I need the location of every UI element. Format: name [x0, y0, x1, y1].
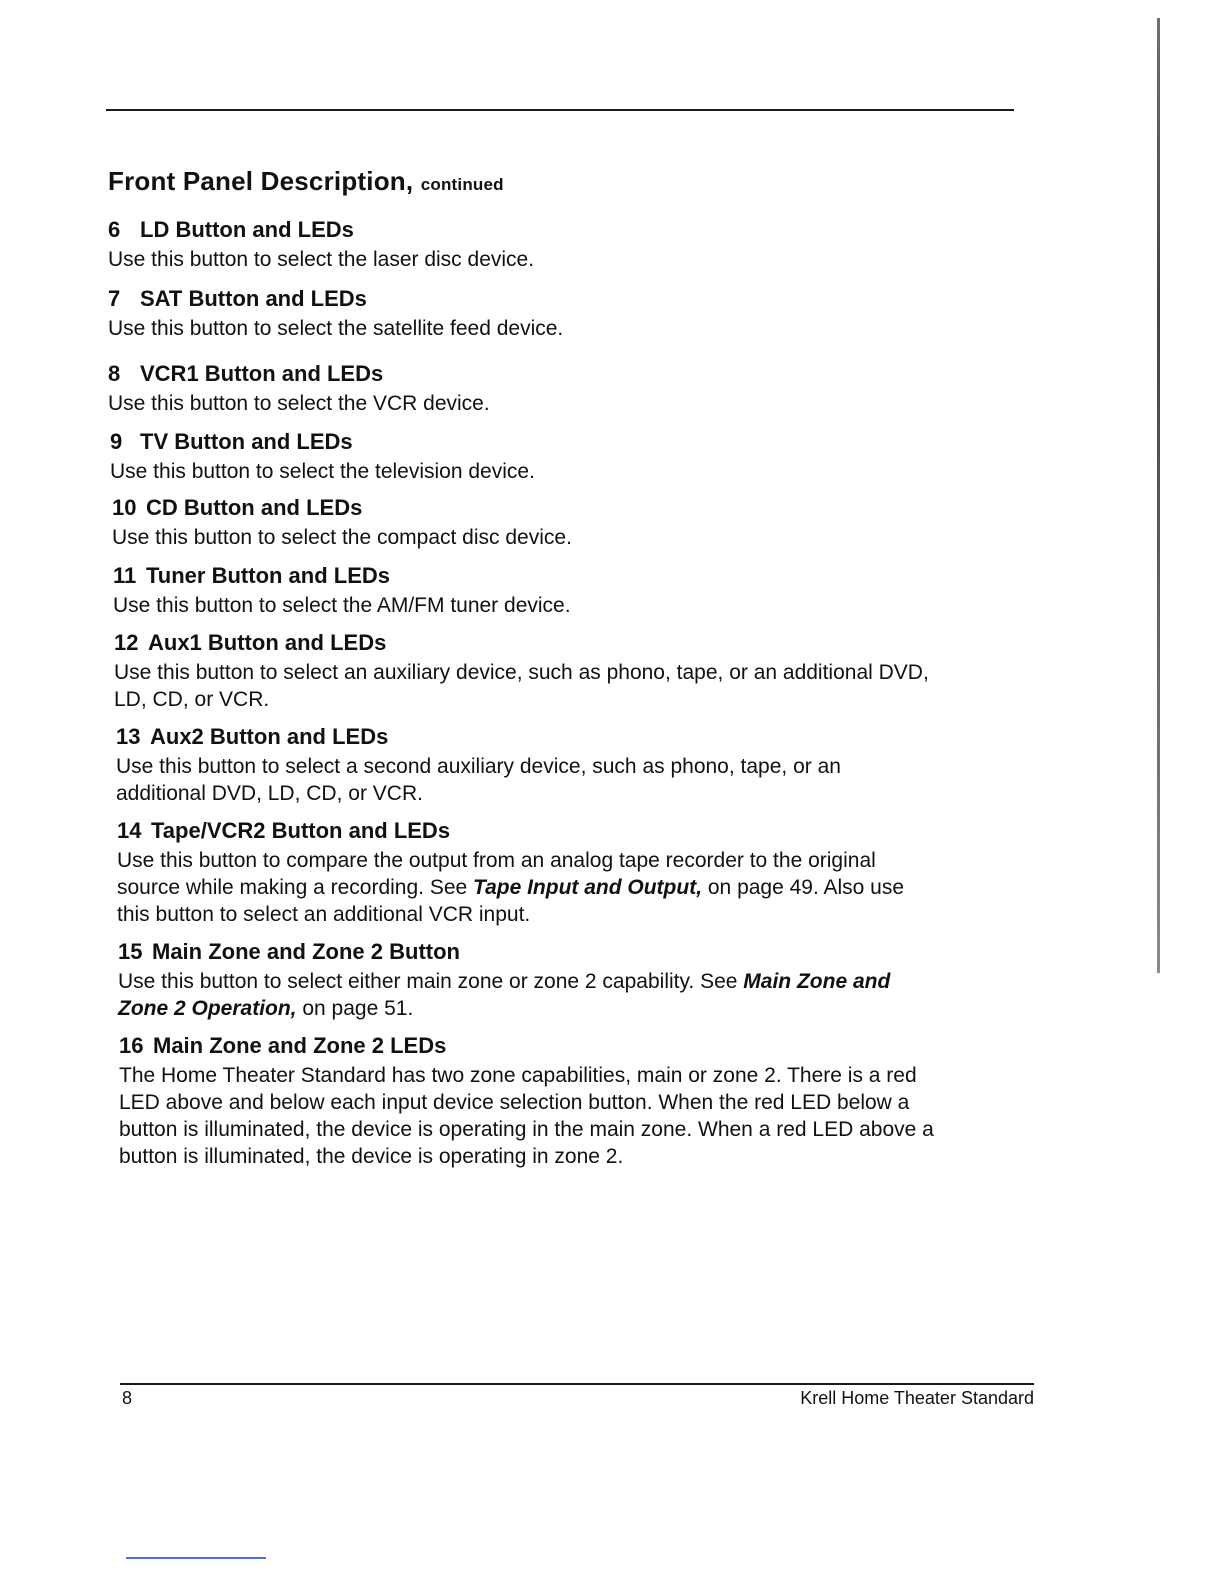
entry-heading-text: Main Zone and Zone 2 LEDs — [153, 1033, 447, 1058]
entry-body-line: on page 49. Also use — [702, 876, 905, 899]
entry-body-line: this button to select an additional VCR input. — [117, 903, 531, 926]
entry-heading — [113, 562, 1033, 590]
entry-body-line: Use this button to select the AM/FM tuner device. — [113, 594, 571, 617]
entry-cd-button — [112, 494, 1032, 551]
entry-heading — [116, 723, 1036, 751]
entry-aux2-button — [116, 723, 1036, 807]
entry-number: 13 — [116, 724, 141, 749]
entry-heading-text: VCR1 Button and LEDs — [140, 361, 384, 386]
entry-body — [114, 659, 1034, 713]
entry-heading-text: Aux1 Button and LEDs — [148, 630, 387, 655]
section-continued-label: continued — [420, 175, 504, 194]
entry-heading-text: Main Zone and Zone 2 Button — [152, 939, 460, 964]
entry-heading — [118, 938, 1038, 966]
entry-body-line: Use this button to select the laser disc device. — [108, 248, 535, 271]
entry-body — [112, 524, 1032, 551]
entry-body-line: Use this button to select a second auxiliary device, such as phono, tape, or an — [116, 755, 841, 778]
entry-body-line: on page 51. — [296, 997, 414, 1020]
cross-reference-tape-input-output: Tape Input and Output, — [473, 876, 703, 899]
entry-heading-text: Tape/VCR2 Button and LEDs — [151, 818, 451, 843]
entry-tuner-button — [113, 562, 1033, 619]
entry-body-line: Use this button to compare the output from an analog tape recorder to the original — [117, 849, 876, 872]
entry-number: 11 — [113, 563, 137, 588]
entry-body-line: additional DVD, LD, CD, or VCR. — [116, 782, 423, 805]
entry-body-line: Use this button to select the VCR device. — [108, 392, 490, 415]
scan-artifact-line — [126, 1557, 266, 1559]
entry-body-line: The Home Theater Standard has two zone capabilities, main or zone 2. There is a red — [119, 1064, 917, 1087]
entry-body — [108, 246, 1028, 273]
cross-reference-main-zone: Main Zone and — [743, 970, 891, 993]
entry-heading-text: CD Button and LEDs — [146, 495, 363, 520]
section-title-text: Front Panel Description, — [108, 166, 414, 196]
entry-number: 16 — [119, 1033, 144, 1058]
entry-tape-vcr2-button — [117, 817, 1037, 928]
entry-number: 10 — [112, 495, 137, 520]
entry-body-line: button is illuminated, the device is operating in the main zone. When a red LED above a — [119, 1118, 934, 1141]
entry-body — [116, 753, 1036, 807]
entry-heading — [110, 428, 1030, 456]
entry-heading-text: Tuner Button and LEDs — [146, 563, 391, 588]
entry-body — [118, 968, 1038, 1022]
entry-body — [108, 315, 1028, 342]
entry-ld-button — [108, 216, 1028, 273]
entry-tv-button — [110, 428, 1030, 485]
cross-reference-zone2-operation: Zone 2 Operation, — [118, 997, 297, 1020]
entry-number: 6 — [108, 217, 121, 242]
entry-body — [108, 390, 1028, 417]
entry-heading — [112, 494, 1032, 522]
entry-heading — [108, 216, 1028, 244]
entry-heading-text: TV Button and LEDs — [140, 429, 353, 454]
header-rule — [106, 109, 1014, 111]
entry-sat-button — [108, 285, 1028, 342]
footer-rule — [120, 1383, 1034, 1385]
entry-number: 14 — [117, 818, 142, 843]
entry-body-line: LD, CD, or VCR. — [114, 688, 270, 711]
entry-number: 15 — [118, 939, 143, 964]
entry-body — [110, 458, 1030, 485]
entry-body — [117, 847, 1037, 928]
entry-number: 12 — [114, 630, 139, 655]
entry-body-line: button is illuminated, the device is operating in zone 2. — [119, 1145, 624, 1168]
entry-heading-text: SAT Button and LEDs — [140, 286, 367, 311]
entry-body-line: LED above and below each input device selection button. When the red LED below a — [119, 1091, 910, 1114]
entry-body-line: Use this button to select either main zone or zone 2 capability. See — [118, 970, 744, 993]
entry-aux1-button — [114, 629, 1034, 713]
scan-edge-shadow — [1157, 18, 1160, 973]
entry-body-line: Use this button to select the satellite feed device. — [108, 317, 564, 340]
page-number: 8 — [122, 1388, 133, 1408]
entry-heading — [114, 629, 1034, 657]
entry-heading — [117, 817, 1037, 845]
entry-body-line: source while making a recording. See — [117, 876, 474, 899]
entry-heading-text: Aux2 Button and LEDs — [150, 724, 389, 749]
entry-body-line: Use this button to select the television device. — [110, 460, 535, 483]
entry-body — [113, 592, 1033, 619]
entry-heading — [108, 360, 1028, 388]
entry-vcr1-button — [108, 360, 1028, 417]
entry-body — [119, 1062, 1039, 1170]
entry-number: 7 — [108, 286, 121, 311]
entry-main-zone-button — [118, 938, 1038, 1022]
entry-number: 8 — [108, 361, 121, 386]
entry-number: 9 — [110, 429, 123, 454]
section-title — [108, 166, 504, 197]
entry-main-zone-leds — [119, 1032, 1039, 1170]
footer-document-title: Krell Home Theater Standard — [800, 1388, 1034, 1408]
entry-heading — [108, 285, 1028, 313]
entry-heading-text: LD Button and LEDs — [140, 217, 354, 242]
entry-body-line: Use this button to select the compact disc device. — [112, 526, 572, 549]
entry-body-line: Use this button to select an auxiliary device, such as phono, tape, or an additional DVD, — [114, 661, 929, 684]
entry-heading — [119, 1032, 1039, 1060]
